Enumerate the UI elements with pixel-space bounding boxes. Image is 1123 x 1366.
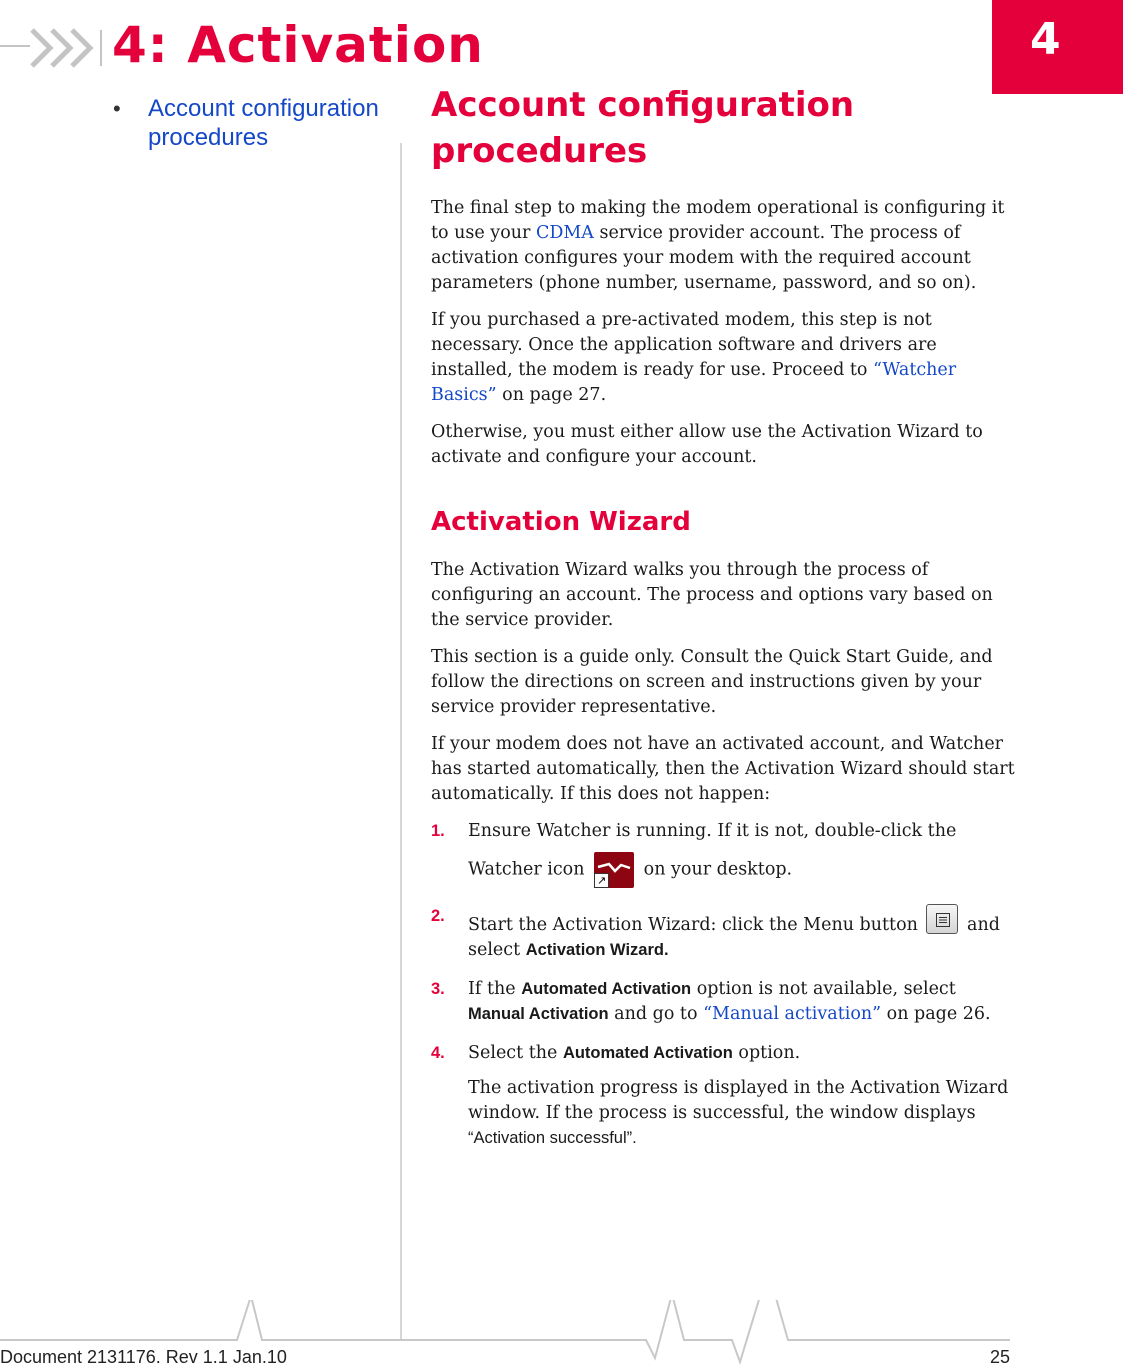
step-number: 2. bbox=[431, 907, 445, 925]
ui-label-automated-activation: Automated Activation bbox=[562, 1044, 733, 1062]
ui-label-automated-activation: Automated Activation bbox=[521, 980, 692, 998]
main-content bbox=[431, 82, 1016, 1165]
paragraph: This section is a guide only. Consult the Quick Start Guide, and follow the directions on screen and instructions given by your service provider representative. bbox=[431, 647, 993, 717]
paragraph: The Activation Wizard walks you through the process of configuring an account. The process and options vary based on the service provider. bbox=[431, 560, 993, 630]
chapter-toc bbox=[113, 94, 383, 152]
chapter-title: 4: Activation bbox=[112, 16, 484, 74]
ui-label-activation-wizard: Activation Wizard. bbox=[525, 941, 669, 959]
step-number: 1. bbox=[431, 822, 445, 840]
list-item: 1. Ensure Watcher is running. If it is not, double-click the Watcher icon ↗ on your desktop. bbox=[431, 821, 957, 887]
footer-page-number: 25 bbox=[989, 1347, 1010, 1366]
menu-button-icon bbox=[926, 904, 958, 934]
section-heading-account-configuration: Account configuration procedures bbox=[431, 85, 855, 171]
ui-message-activation-successful: “Activation successful”. bbox=[468, 1129, 637, 1147]
list-item: 2. Start the Activation Wizard: click the Menu button and select Activation Wizard. bbox=[431, 904, 1016, 963]
list-item: 4. Select the Automated Activation option. The activation progress is displayed in the Activation Wizard window. If the process is successful, the window displays “Activation successful”. bbox=[431, 1041, 1016, 1151]
chevron-decoration-icon bbox=[0, 22, 110, 74]
paragraph: Otherwise, you must either allow use the Activation Wizard to activate and configure your account. bbox=[431, 422, 983, 467]
glossary-link-cdma[interactable]: CDMA bbox=[535, 223, 594, 243]
cross-reference-link-watcher-basics[interactable]: “Watcher Basics” bbox=[431, 360, 957, 405]
section-heading-activation-wizard: Activation Wizard bbox=[431, 507, 691, 537]
step-number: 3. bbox=[431, 980, 445, 998]
watcher-icon bbox=[594, 852, 634, 888]
chapter-number-tab: 4 bbox=[992, 0, 1123, 94]
column-divider bbox=[400, 143, 402, 1340]
paragraph: If your modem does not have an activated account, and Watcher has started automatically, then the Activation Wizard should start automatically. If this does not happen: bbox=[431, 734, 1015, 804]
shortcut-arrow-icon: ↗ bbox=[594, 873, 609, 888]
toc-item bbox=[113, 94, 383, 152]
paragraph: The final step to making the modem operational is configuring it to use your CDMA service provider account. The process of activation configures your modem with the required account parameters (phone number, username, password, and so on). bbox=[431, 198, 1005, 293]
list-item: 3. If the Automated Activation option is not available, select Manual Activation and go to “Manual activation” on page 26. bbox=[431, 979, 991, 1024]
step-note: The activation progress is displayed in the Activation Wizard window. If the process is successful, the window displays “Activation successful”. bbox=[468, 1078, 1009, 1147]
footer-document-info: Document 2131176. Rev 1.1 Jan.10 bbox=[0, 1347, 287, 1366]
paragraph: If you purchased a pre-activated modem, this step is not necessary. Once the application software and drivers are installed, the modem is ready for use. Proceed to “Watcher Basics” on page 27. bbox=[431, 310, 957, 405]
cross-reference-link-manual-activation[interactable]: “Manual activation” bbox=[703, 1004, 882, 1024]
ui-label-manual-activation: Manual Activation bbox=[468, 1005, 609, 1023]
activation-steps-list bbox=[431, 819, 1016, 1151]
step-number: 4. bbox=[431, 1044, 445, 1062]
toc-link-account-configuration[interactable]: Account configuration procedures bbox=[148, 95, 379, 151]
